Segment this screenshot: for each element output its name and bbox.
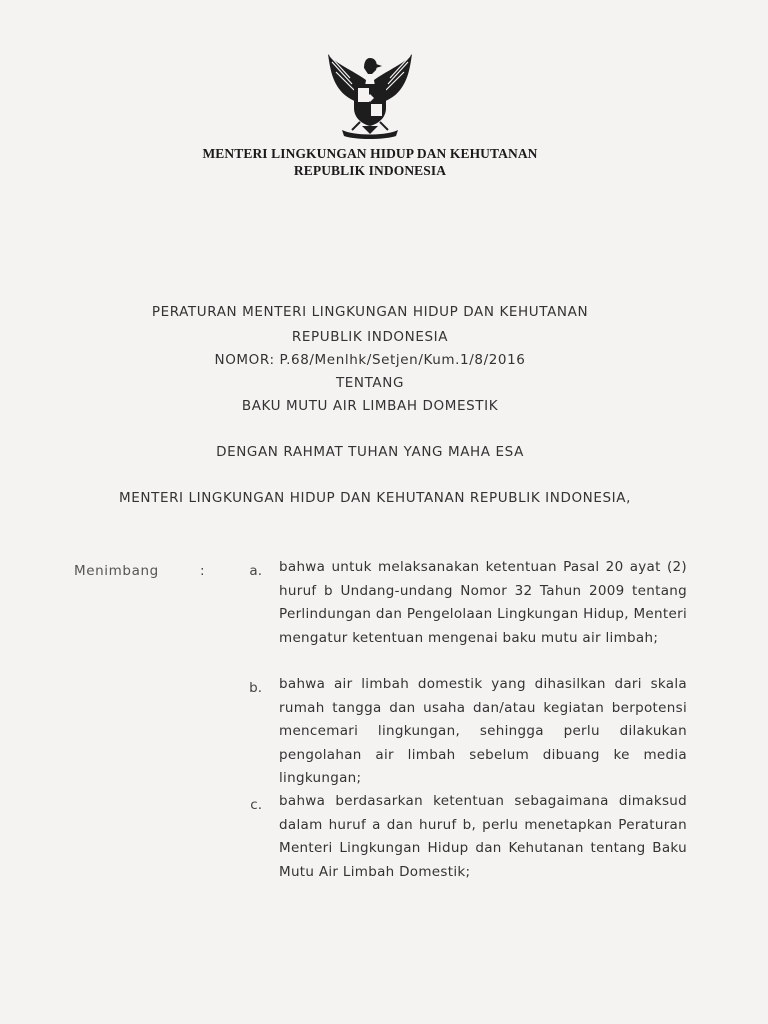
ministry-title-line1: MENTERI LINGKUNGAN HIDUP DAN KEHUTANAN xyxy=(202,146,538,161)
item-marker-b: b. xyxy=(249,680,262,696)
item-marker-a: a. xyxy=(249,563,262,579)
issuer-line: MENTERI LINGKUNGAN HIDUP DAN KEHUTANAN REPUBLIK INDONESIA, xyxy=(119,490,631,506)
considering-label: Menimbang xyxy=(74,563,159,579)
regulation-title-line1: PERATURAN MENTERI LINGKUNGAN HIDUP DAN KEHUTANAN xyxy=(151,304,589,320)
consideration-item-a: bahwa untuk melaksanakan ketentuan Pasal 20 ayat (2) huruf b Undang-undang Nomor 32 Tahun 2009 tentang Perlindungan dan Pengelolaan Lingkungan Hidup, Menteri mengatur ketentuan mengenai baku mutu air limbah; xyxy=(279,559,687,646)
garuda-emblem-icon xyxy=(322,50,418,142)
regulation-subject: BAKU MUTU AIR LIMBAH DOMESTIK xyxy=(241,398,499,414)
item-marker-c: c. xyxy=(250,797,262,813)
invocation: DENGAN RAHMAT TUHAN YANG MAHA ESA xyxy=(216,444,524,460)
consideration-item-b: bahwa air limbah domestik yang dihasilkan dari skala rumah tangga dan usaha dan/atau kegiatan berpotensi mencemari lingkungan, sehingga perlu dilakukan pengolahan air limbah sebelum dibuang ke media lingkungan; xyxy=(279,676,687,786)
regulation-title-line2: REPUBLIK INDONESIA xyxy=(291,329,449,345)
ministry-title-line2: REPUBLIK INDONESIA xyxy=(293,163,447,178)
regulation-about: TENTANG xyxy=(335,375,405,391)
regulation-number: NOMOR: P.68/Menlhk/Setjen/Kum.1/8/2016 xyxy=(214,352,526,368)
considering-colon: : xyxy=(200,563,205,579)
consideration-item-c: bahwa berdasarkan ketentuan sebagaimana dimaksud dalam huruf a dan huruf b, perlu menetapkan Peraturan Menteri Lingkungan Hidup dan Kehutanan tentang Baku Mutu Air Limbah Domestik; xyxy=(279,793,687,880)
